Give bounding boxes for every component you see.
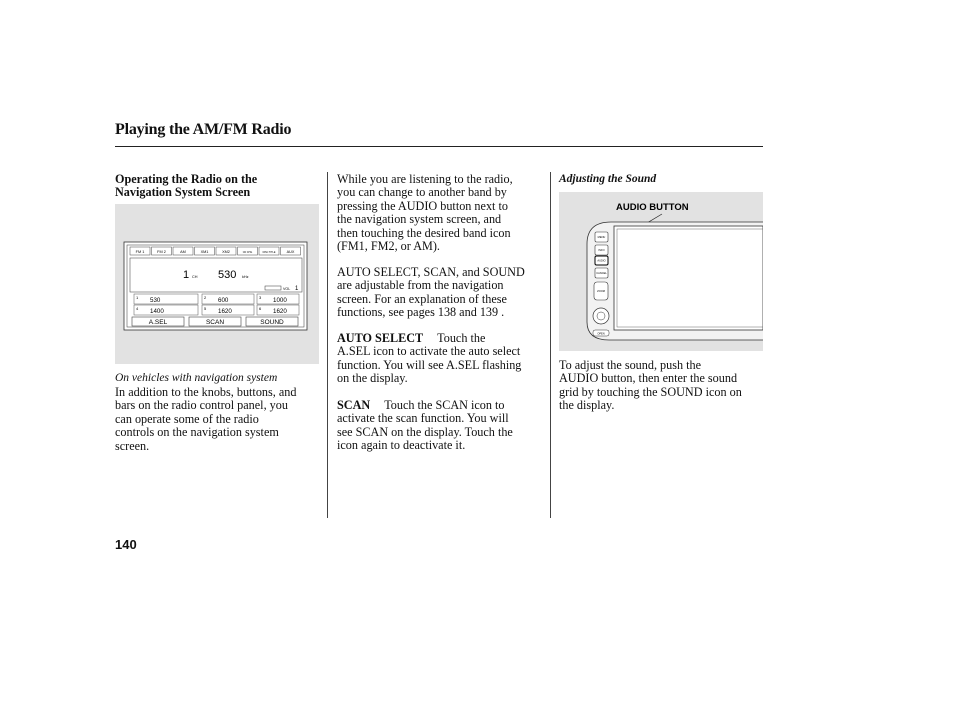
band-tab-label: FM 2 <box>157 250 166 254</box>
channel-number: 1 <box>183 269 190 281</box>
section-heading <box>115 173 320 200</box>
preset-number: 1 <box>136 295 139 300</box>
band-tab-label: XM2 <box>222 250 230 254</box>
text-line: Touch the SCAN icon to <box>384 398 505 412</box>
screen-button-label: SCAN <box>205 319 225 326</box>
text-line: on the display. <box>337 371 408 386</box>
side-button-label: INFO <box>598 249 605 252</box>
preset-number: 2 <box>204 295 207 300</box>
scan-heading: SCAN <box>337 398 371 412</box>
screen-button-label: A.SEL <box>148 319 168 326</box>
band-tab-label: AM <box>180 250 186 254</box>
text-line: Touch the <box>437 331 486 345</box>
audio-button-figure <box>559 192 763 351</box>
preset-frequency: 600 <box>218 297 229 304</box>
text-line: To adjust the sound, push the <box>559 358 702 372</box>
sound-paragraph <box>559 359 769 413</box>
band-tab-label: CD CHG <box>242 251 253 254</box>
text-line: can operate some of the radio <box>115 411 259 426</box>
column-divider <box>327 172 328 518</box>
heading-line: Operating the Radio on the <box>115 172 258 186</box>
text-line: then touching the desired band icon <box>337 225 511 240</box>
text-line: you can change to another band by <box>337 185 507 200</box>
preset-number: 3 <box>259 295 262 300</box>
text-line: While you are listening to the radio, <box>337 172 513 186</box>
intro-paragraph <box>115 386 325 453</box>
channel-unit: CH <box>192 275 198 279</box>
side-button-label: OPEN <box>597 332 605 336</box>
preset-frequency: 530 <box>150 297 161 304</box>
side-button-label: CANCEL <box>596 272 607 275</box>
figure-caption: On vehicles with navigation system <box>115 372 278 384</box>
text-line: screen. <box>115 438 150 453</box>
side-button-label: AUDIO <box>597 259 606 263</box>
column-divider <box>550 172 551 518</box>
text-line: are adjustable from the navigation <box>337 278 504 293</box>
adjusting-sound-heading: Adjusting the Sound <box>559 173 657 185</box>
title-rule <box>115 146 763 147</box>
text-line: grid by touching the SOUND icon on <box>559 384 742 399</box>
preset-button[interactable] <box>134 294 198 304</box>
volume-value: 1 <box>295 286 299 292</box>
preset-button[interactable] <box>134 305 198 315</box>
screen-button-label: SOUND <box>260 319 284 326</box>
radio-screen-figure <box>115 204 319 364</box>
preset-number: 5 <box>204 306 207 311</box>
band-tab-label: AUX <box>286 250 295 254</box>
text-line: AUDIO button, then enter the sound <box>559 371 738 386</box>
audio-button-illustration <box>559 192 763 351</box>
text-line: the display. <box>559 398 615 413</box>
side-button-label: MENU <box>597 236 606 239</box>
text-line: bars on the radio control panel, you <box>115 398 288 413</box>
joystick-knob <box>593 308 609 324</box>
preset-frequency: 1620 <box>273 308 287 315</box>
text-line: activate the scan function. You will <box>337 411 509 426</box>
text-line: AUTO SELECT, SCAN, and SOUND <box>337 265 525 279</box>
nav-screen-illustration <box>115 204 319 364</box>
band-paragraph <box>337 173 547 253</box>
band-tab-label: DISC TITLE <box>262 251 276 254</box>
text-line: pressing the AUDIO button next to <box>337 198 508 213</box>
text-line: In addition to the knobs, buttons, and <box>115 385 297 399</box>
preset-number: 6 <box>259 306 262 311</box>
nav-unit-screen <box>614 226 763 330</box>
preset-frequency: 1620 <box>218 308 232 315</box>
text-line: function. You will see A.SEL flashing <box>337 357 522 372</box>
scan-paragraph <box>337 399 547 453</box>
page-number: 140 <box>115 537 137 552</box>
auto-select-heading: AUTO SELECT <box>337 331 424 345</box>
volume-label: VOL <box>283 287 291 291</box>
side-button-label: ZOOM <box>597 290 605 293</box>
preset-frequency: 1400 <box>150 308 164 315</box>
text-line: A.SEL icon to activate the auto select <box>337 344 521 359</box>
page-title: Playing the AM/FM Radio <box>115 121 292 138</box>
frequency-unit: kHz <box>242 275 249 279</box>
band-tab-label: XM1 <box>200 250 209 254</box>
adjustable-paragraph <box>337 266 547 320</box>
text-line: (FM1, FM2, or AM). <box>337 239 440 254</box>
text-line: see SCAN on the display. Touch the <box>337 424 513 439</box>
preset-frequency: 1000 <box>273 297 287 304</box>
frequency-value: 530 <box>218 269 237 281</box>
text-line: screen. For an explanation of these <box>337 291 507 306</box>
audio-button-label: AUDIO BUTTON <box>616 202 689 213</box>
preset-number: 4 <box>136 306 139 311</box>
text-line: controls on the navigation system <box>115 425 279 440</box>
band-tab-label: FM 1 <box>135 250 145 254</box>
screen-buttons <box>132 317 298 326</box>
text-line: the navigation system screen, and <box>337 212 502 227</box>
auto-select-paragraph <box>337 332 547 386</box>
heading-line: Navigation System Screen <box>115 185 251 200</box>
text-line: functions, see pages 138 and 139 . <box>337 305 505 320</box>
text-line: icon again to deactivate it. <box>337 438 466 453</box>
